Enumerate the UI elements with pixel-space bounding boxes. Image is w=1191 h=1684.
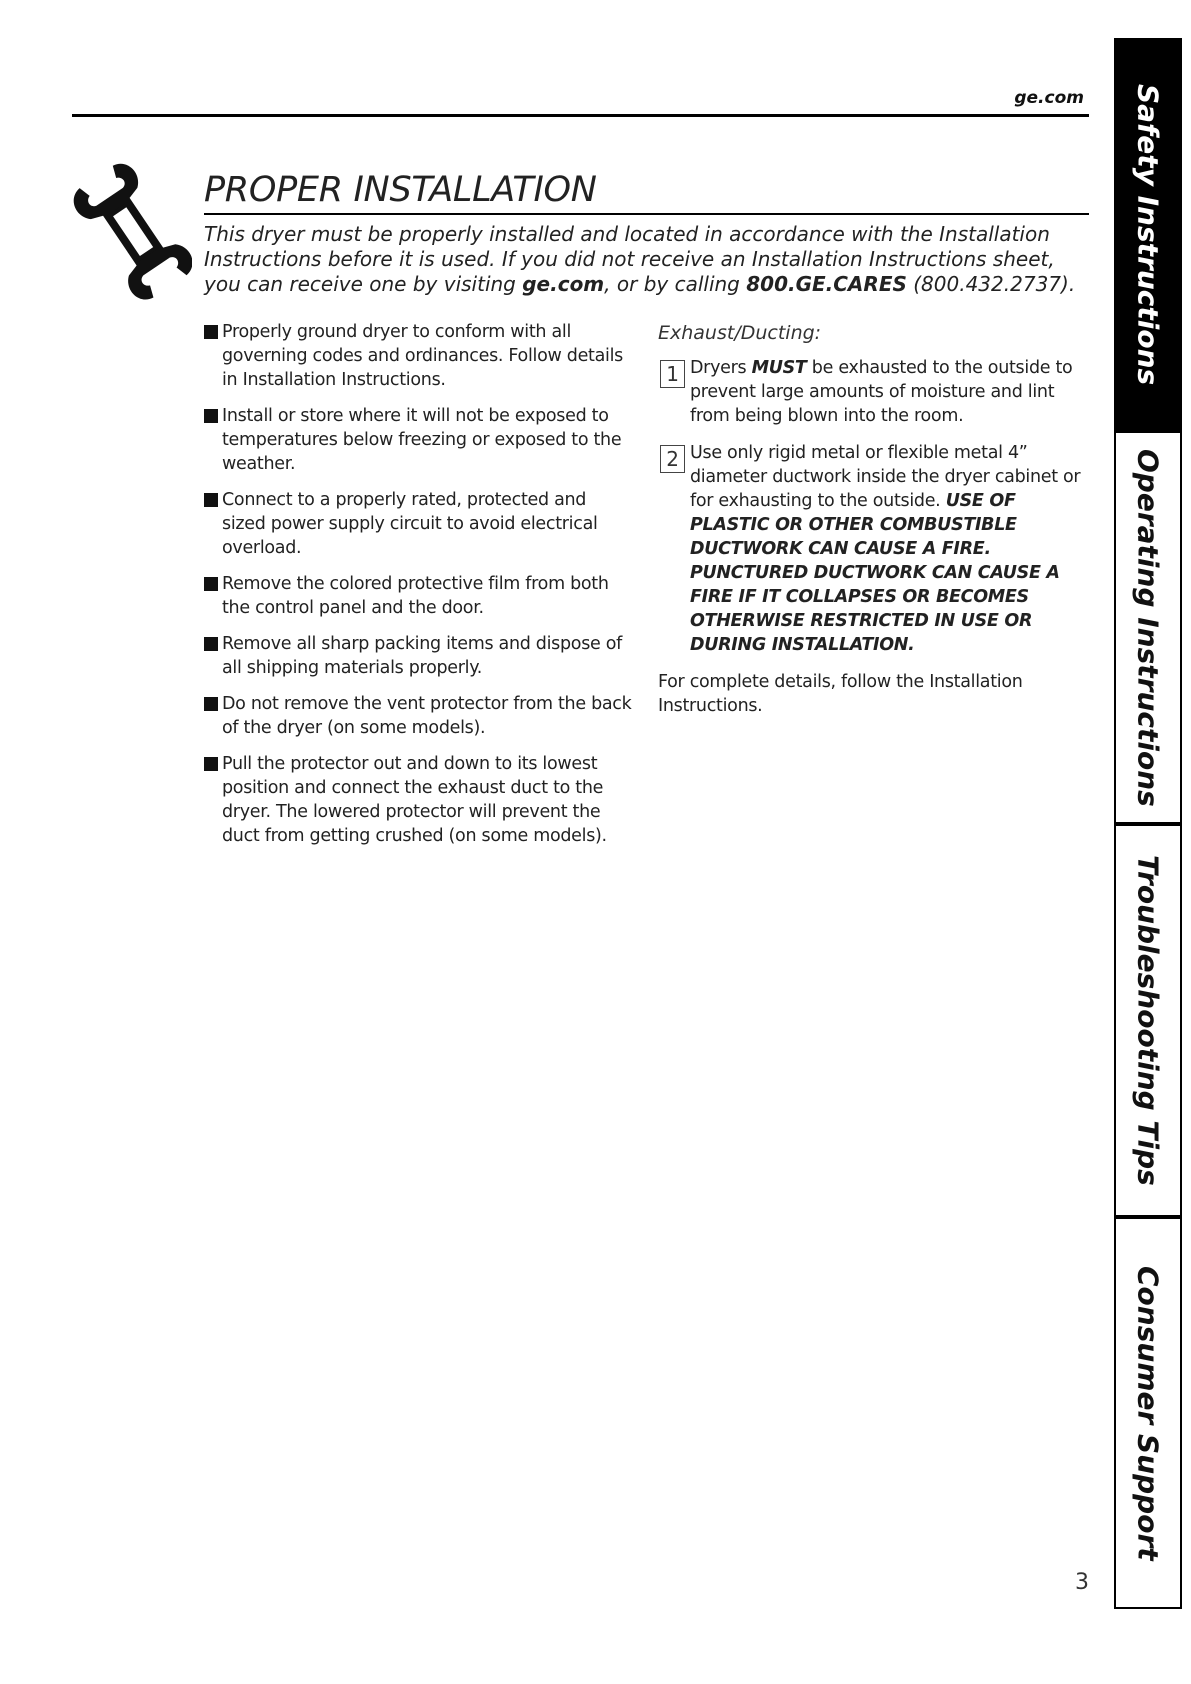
tab-operating-instructions[interactable]: Operating Instructions [1114,431,1182,824]
square-bullet-icon [204,697,218,711]
tab-troubleshooting-tips[interactable]: Troubleshooting Tips [1114,824,1182,1217]
square-bullet-icon [204,325,218,339]
list-item: Connect to a properly rated, protected and sized power supply circuit to avoid electrical overload. [204,488,634,560]
page-title: PROPER INSTALLATION [204,170,597,210]
title-rule [204,213,1089,215]
square-bullet-icon [204,493,218,507]
page-number: 3 [1075,1570,1089,1595]
number-box: 1 [660,360,685,388]
wrench-icon [72,158,192,303]
square-bullet-icon [204,409,218,423]
list-item: Do not remove the vent protector from the back of the dryer (on some models). [204,692,634,740]
header-rule [72,114,1089,117]
exhaust-section [658,320,1088,718]
list-item: Properly ground dryer to conform with all governing codes and ordinances. Follow details in Installation Instructions. [204,320,634,392]
list-item: Pull the protector out and down to its lowest position and connect the exhaust duct to the dryer. The lowered protector will prevent the duct from getting crushed (on some models). [204,752,634,848]
list-item: Remove all sharp packing items and dispose of all shipping materials properly. [204,632,634,680]
square-bullet-icon [204,577,218,591]
number-box: 2 [660,445,685,473]
exhaust-closing: For complete details, follow the Installation Instructions. [658,672,1023,716]
list-item: Install or store where it will not be exposed to temperatures below freezing or exposed to the weather. [204,404,634,476]
list-item: Remove the colored protective film from both the control panel and the door. [204,572,634,620]
site-url: ge.com [1014,88,1084,108]
tab-consumer-support[interactable]: Consumer Support [1114,1217,1182,1609]
exhaust-heading: Exhaust/Ducting: [658,322,822,344]
square-bullet-icon [204,757,218,771]
installation-checklist [204,320,634,860]
intro-phone: 800.GE.CARES [746,272,907,296]
numbered-item-2: 2 Use only rigid metal or flexible metal 4” diameter ductwork inside the dryer cabinet or for exhausting to the outside. USE OF PLASTIC OR OTHER COMBUSTIBLE DUCTWORK CAN CAUSE A FIRE. PUNCTURED DUCTWORK CAN CAUSE A FIRE IF IT COLLAPSES OR BECOMES OTHERWISE RESTRICTED IN USE OR DURING INSTALLATION. [658,441,1088,657]
intro-paragraph: This dryer must be properly installed and located in accordance with the Installation Instructions before it is used. If you did not receive an Installation Instructions sheet, you can receive one by visiting ge.com, or by calling 800.GE.CARES (800.432.2737). [204,222,1076,296]
intro-site-link[interactable]: ge.com [522,272,605,296]
tab-safety-instructions[interactable]: Safety Instructions [1114,38,1182,431]
square-bullet-icon [204,637,218,651]
numbered-item-1: 1 Dryers MUST be exhausted to the outside to prevent large amounts of moisture and lint from being blown into the room. [658,356,1088,428]
